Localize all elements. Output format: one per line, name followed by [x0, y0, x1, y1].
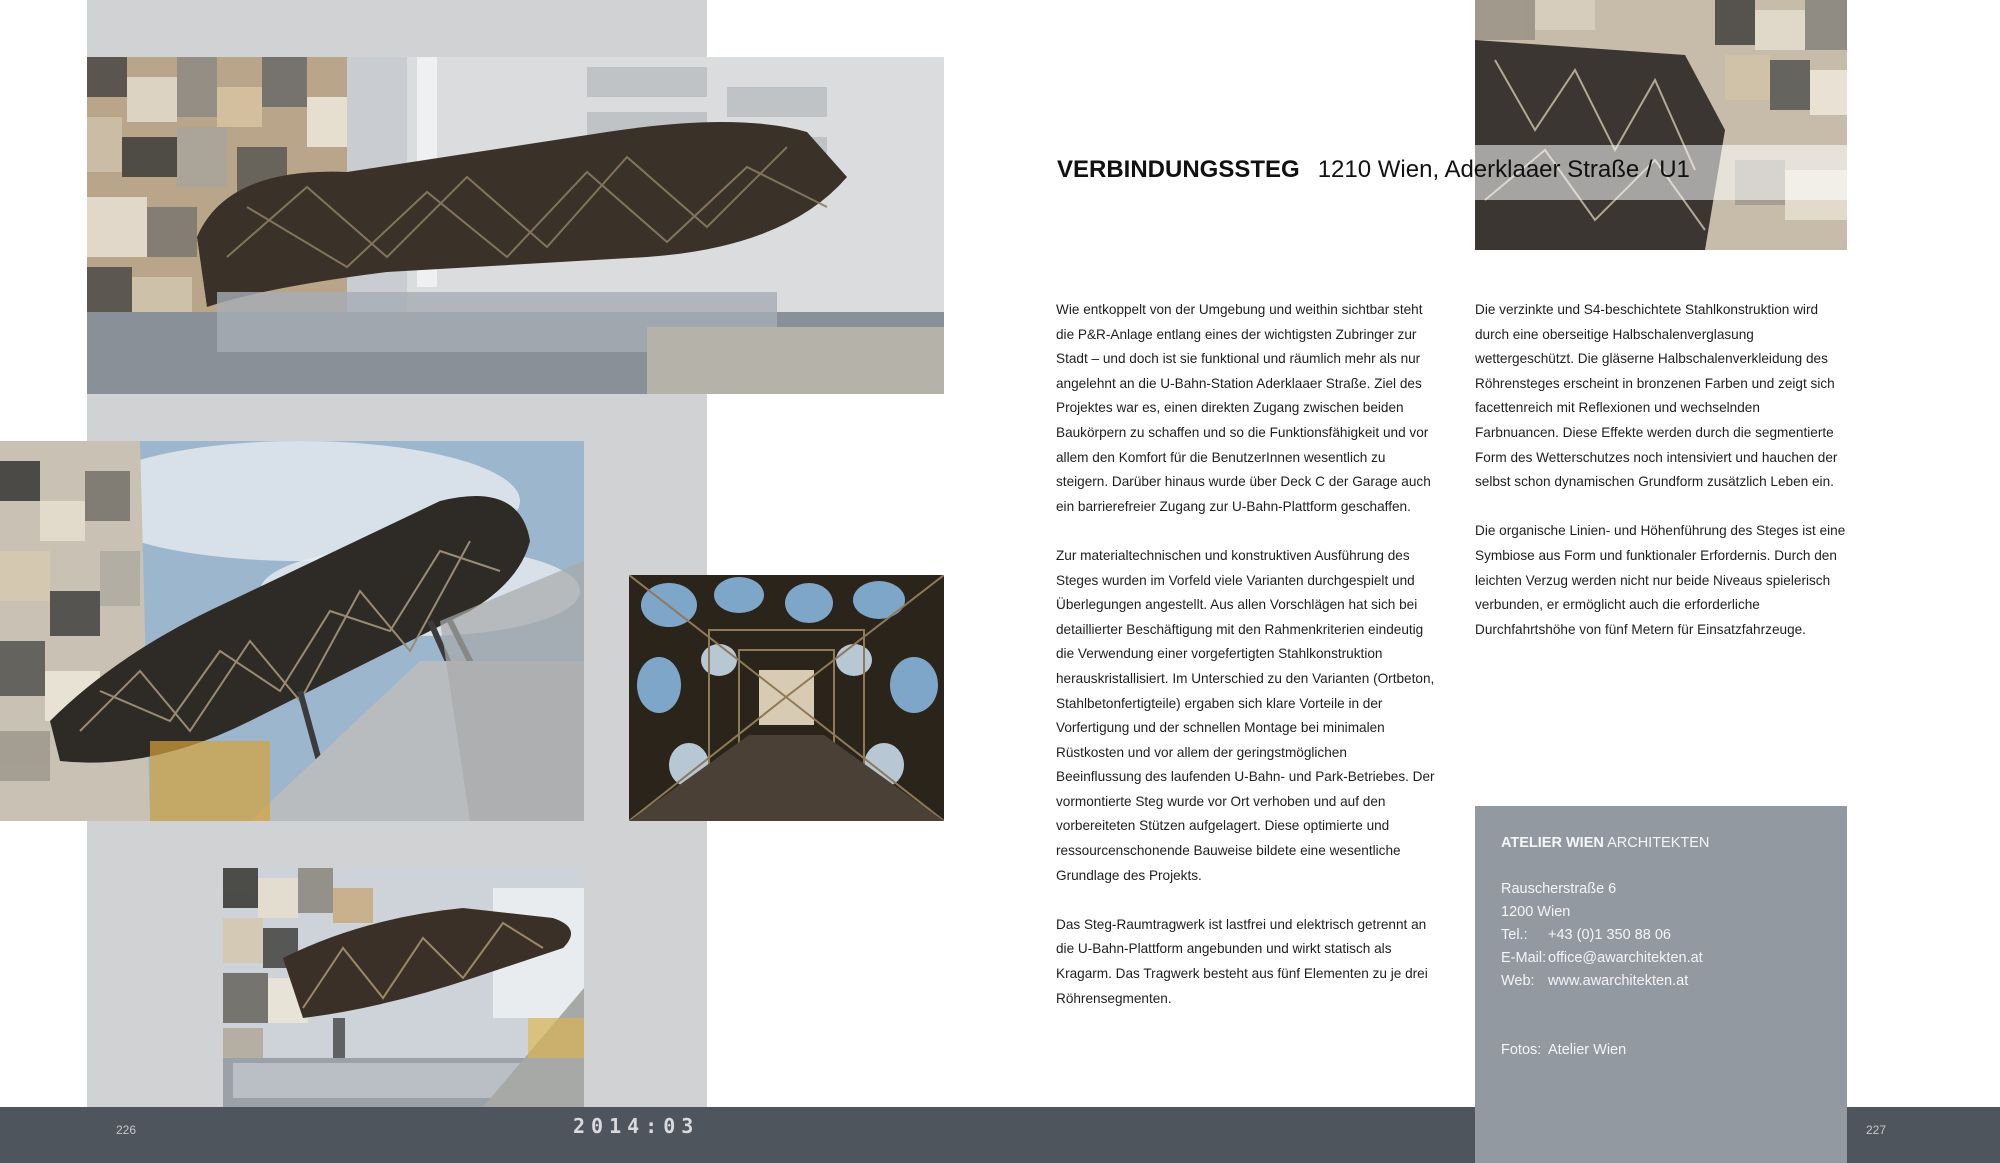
page-number-left: 226 [116, 1123, 137, 1137]
page-number-right: 227 [1866, 1123, 1887, 1137]
email-address: office@awarchitekten.at [1548, 950, 1703, 966]
studio-suffix: ARCHITEKTEN [1607, 835, 1710, 851]
architect-info-box [1475, 806, 1847, 1163]
architect-studio [1501, 832, 1831, 855]
email-row [1501, 947, 1831, 970]
studio-name: ATELIER WIEN [1501, 835, 1604, 851]
photo-bridge-over-train [87, 57, 944, 394]
article-headline [1057, 156, 1690, 184]
web-address: www.awarchitekten.at [1548, 973, 1689, 989]
phone-label: Tel.: [1501, 927, 1528, 943]
project-location: 1210 Wien, Aderklaaer Straße / U1 [1317, 156, 1690, 183]
photo-credit-row [1501, 1039, 1831, 1062]
issue-number: 2014:03 [573, 1114, 700, 1138]
text-column-right [1475, 298, 1847, 667]
photo-credit-label: Fotos: [1501, 1042, 1542, 1058]
paragraph: Zur materialtechnischen und konstruktiven Ausführung des Steges wurden im Vorfeld viele Varianten durchgespielt und Überlegungen angestellt. Aus allen Vorschlägen hat sich bei detaillierter Beschäftigung mit den Rahmenkriterien eindeutig die Verwendung einer vorgefertigten Stahlkonstruktion herauskristallisiert. Im Unterschied zu den Varianten (Ortbeton, Stahlbetonfertigteile) ergaben sich klare Vorteile in der Vorfertigung und der schnellen Montage bei minimalen Rüstkosten und vor allem der geringstmöglichen Beeinflussung des laufenden U-Bahn- und Park-Betriebes. Der vormontierte Steg wurde vor Ort verhoben und auf den vorbereiteten Stützen aufgelagert. Diese optimierte und ressourcenschonende Bauweise bildete eine wesentliche Grundlage des Projekts. [1056, 547, 1435, 883]
photo-bridge-side-view [223, 868, 584, 1107]
photo-facade-detail [1475, 0, 1847, 250]
address-street: Rauscherstraße 6 [1501, 881, 1617, 897]
paragraph: Die organische Linien- und Höhenführung des Steges ist eine Symbiose aus Form und funktionaler Erfordernis. Durch den leichten Verzug werden nicht nur beide Niveaus spielerisch verbunden, er ermöglicht auch die erforderliche Durchfahrtshöhe von fünf Metern für Einsatzfahrzeuge. [1475, 523, 1846, 637]
email-label: E-Mail: [1501, 950, 1547, 966]
text-column-left [1056, 298, 1436, 1036]
photo-bridge-perspective [0, 441, 584, 821]
web-label: Web: [1501, 973, 1535, 989]
project-title: VERBINDUNGSSTEG [1057, 156, 1300, 183]
photo-credit: Atelier Wien [1548, 1042, 1627, 1058]
phone-number: +43 (0)1 350 88 06 [1548, 927, 1671, 943]
photo-inside-tube [629, 575, 944, 821]
phone-row [1501, 924, 1831, 947]
paragraph: Wie entkoppelt von der Umgebung und weithin sichtbar steht die P&R-Anlage entlang eines der wichtigsten Zubringer zur Stadt – und doch ist sie funktional und räumlich mehr als nur angelehnt an die U-Bahn-Station Aderklaaer Straße. Ziel des Projektes war es, einen direkten Zugang zwischen beiden Baukörpern zu schaffen und so die Funktionsfähigkeit und vor allem den Komfort für die BenutzerInnen wesentlich zu steigern. Darüber hinaus wurde über Deck C der Garage auch ein barrierefreier Zugang zur U-Bahn-Plattform geschaffen. [1056, 302, 1431, 514]
web-row [1501, 970, 1831, 993]
paragraph: Das Steg-Raumtragwerk ist lastfrei und elektrisch getrennt an die U-Bahn-Plattform angebunden und wirkt statisch als Kragarm. Das Tragwerk besteht aus fünf Elementen zu je drei Röhrensegmenten. [1056, 916, 1428, 1006]
address-city: 1200 Wien [1501, 904, 1571, 920]
paragraph: Die verzinkte und S4-beschichtete Stahlkonstruktion wird durch eine oberseitige Halbschalenverglasung wettergeschützt. Die gläserne Halbschalenverkleidung des Röhrensteges erscheint in bronzenen Farben und zeigt sich facettenreich mit Reflexionen und wechselnden Farbnuancen. Diese Effekte werden durch die segmentierte Form des Wetterschutzes noch intensiviert und hauchen der selbst schon dynamischen Grundform zusätzlich Leben ein. [1475, 302, 1838, 490]
